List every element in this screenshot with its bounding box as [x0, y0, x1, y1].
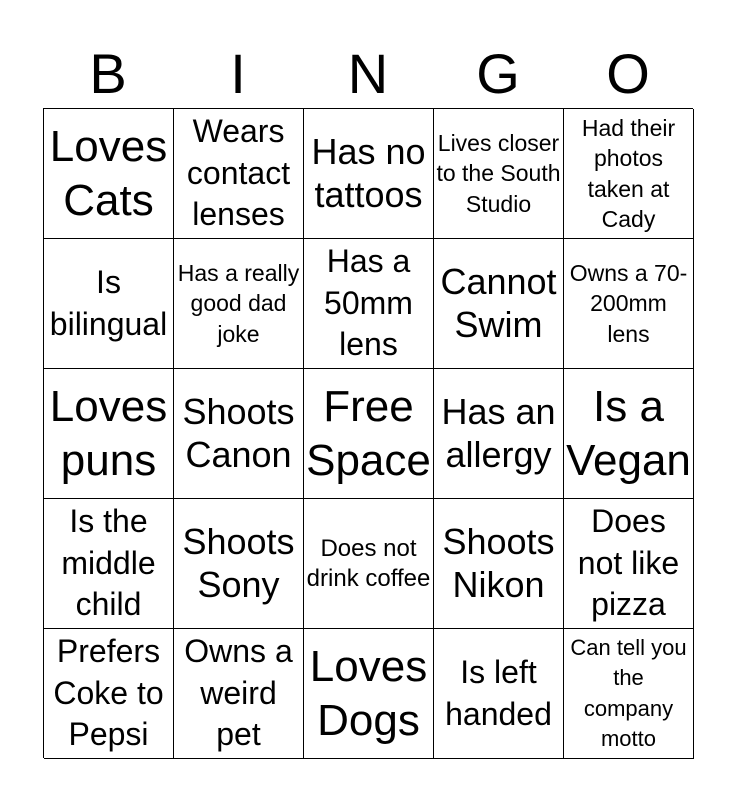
cell-text: Wears contact lenses: [186, 113, 291, 233]
bingo-cell[interactable]: [564, 629, 694, 759]
bingo-cell[interactable]: [564, 239, 694, 369]
bingo-cell[interactable]: [304, 109, 434, 239]
cell-text: Had their photos taken at Cady: [581, 114, 676, 232]
cell-text: Owns a 70-200mm lens: [569, 259, 688, 347]
cell-text: Is the middle child: [61, 503, 156, 623]
bingo-cell[interactable]: [44, 629, 174, 759]
cell-text: Shoots Sony: [182, 521, 295, 605]
bingo-cell[interactable]: [174, 499, 304, 629]
bingo-cell[interactable]: [44, 369, 174, 499]
bingo-cell[interactable]: [304, 499, 434, 629]
bingo-header: [43, 40, 693, 108]
cell-text: Loves Dogs: [309, 641, 428, 745]
cell-text: Has a 50mm lens: [324, 243, 413, 363]
cell-text: Owns a weird pet: [184, 633, 293, 753]
bingo-cell[interactable]: [304, 629, 434, 759]
bingo-cell[interactable]: [434, 629, 564, 759]
cell-text: Prefers Coke to Pepsi: [53, 633, 164, 753]
header-letter-g: G: [476, 42, 520, 105]
cell-text: Can tell you the company motto: [570, 635, 687, 751]
bingo-cell[interactable]: [174, 629, 304, 759]
cell-text: Has a really good dad joke: [177, 259, 300, 347]
cell-text: Is left handed: [445, 653, 552, 732]
cell-text: Has no tattoos: [311, 131, 426, 215]
header-letter-i: I: [230, 42, 246, 105]
cell-text: Has an allergy: [441, 391, 556, 475]
bingo-cell[interactable]: [44, 499, 174, 629]
header-letter-o: O: [606, 42, 650, 105]
cell-text: Loves puns: [49, 381, 168, 485]
bingo-cell[interactable]: [434, 499, 564, 629]
cell-text: Is bilingual: [49, 263, 168, 342]
cell-text: Cannot Swim: [440, 261, 557, 345]
bingo-cell[interactable]: [44, 109, 174, 239]
header-letter-b: B: [89, 42, 127, 105]
bingo-cell[interactable]: [174, 369, 304, 499]
cell-text: Free Space: [306, 381, 431, 485]
bingo-cell[interactable]: [434, 239, 564, 369]
bingo-cell[interactable]: [44, 239, 174, 369]
bingo-cell[interactable]: [434, 369, 564, 499]
cell-text: Is a Vegan: [566, 381, 691, 485]
free-space-cell[interactable]: [304, 369, 434, 499]
bingo-cell[interactable]: [564, 109, 694, 239]
cell-text: Does not like pizza: [577, 503, 680, 623]
bingo-cell[interactable]: [434, 109, 564, 239]
cell-text: Lives closer to the South Studio: [436, 129, 561, 217]
cell-text: Loves Cats: [49, 121, 168, 225]
bingo-cell[interactable]: [564, 499, 694, 629]
bingo-cell[interactable]: [174, 239, 304, 369]
header-letter-n: N: [347, 42, 389, 105]
bingo-cell[interactable]: [174, 109, 304, 239]
cell-text: Shoots Nikon: [442, 521, 555, 605]
bingo-cell[interactable]: [304, 239, 434, 369]
cell-text: Shoots Canon: [182, 391, 295, 475]
cell-text: Does not drink coffee: [306, 534, 431, 592]
bingo-grid: [43, 108, 693, 758]
bingo-cell[interactable]: [564, 369, 694, 499]
